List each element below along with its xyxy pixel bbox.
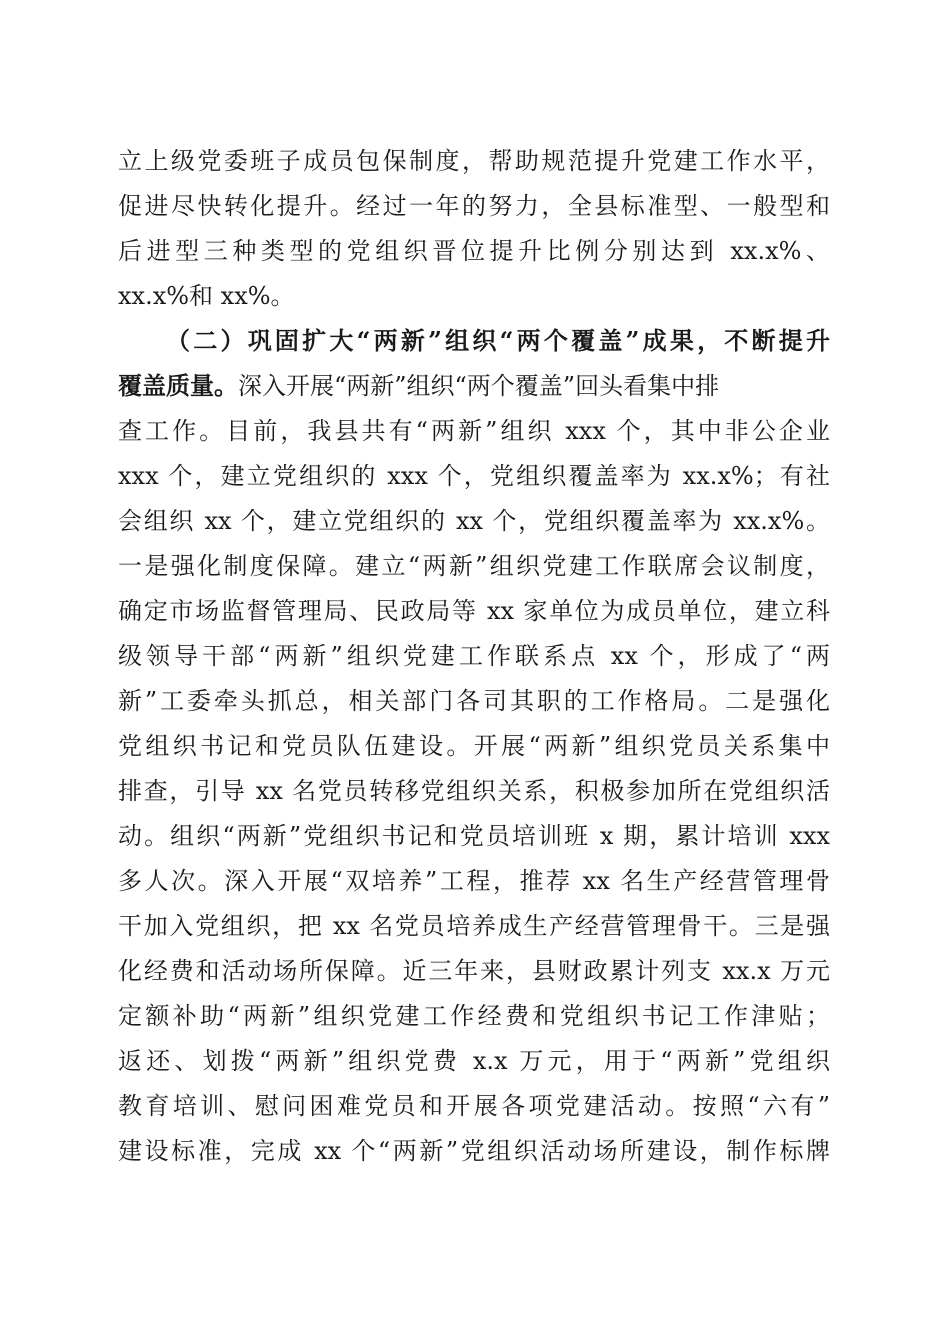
paragraph-line: 返还、划拨“两新”组织党费 x.x 万元，用于“两新”党组织 [118,1047,830,1075]
section-heading-continued: 覆盖质量。 [118,371,238,400]
paragraph-line: 会组织 xx 个，建立党组织的 xx 个，党组织覆盖率为 xx.x%。 [118,507,830,535]
paragraph-line: 动。组织“两新”党组织书记和党员培训班 x 期，累计培训 xxx [118,822,830,850]
paragraph-line: 新”工委牵头抓总，相关部门各司其职的工作格局。二是强化 [118,687,830,715]
paragraph-line: xx.x%和 xx%。 [118,282,295,310]
paragraph-line: 后进型三种类型的党组织晋位提升比例分别达到 xx.x%、 [118,237,830,265]
paragraph-line: 排查，引导 xx 名党员转移党组织关系，积极参加所在党组织活 [118,777,830,805]
paragraph-line: 定额补助“两新”组织党建工作经费和党组织书记工作津贴； [118,1002,830,1030]
paragraph-line: 教育培训、慰问困难党员和开展各项党建活动。按照“六有” [118,1092,830,1120]
paragraph-line: 党组织书记和党员队伍建设。开展“两新”组织党员关系集中 [118,732,830,760]
paragraph-line: 建设标准，完成 xx 个“两新”党组织活动场所建设，制作标牌 [118,1137,830,1165]
paragraph-line: 干加入党组织，把 xx 名党员培养成生产经营管理骨干。三是强 [118,912,830,940]
paragraph-line: 立上级党委班子成员包保制度，帮助规范提升党建工作水平， [118,147,830,175]
paragraph-line: 促进尽快转化提升。经过一年的努力，全县标准型、一般型和 [118,192,830,220]
paragraph-line: xxx 个，建立党组织的 xxx 个，党组织覆盖率为 xx.x%；有社 [118,462,830,490]
paragraph-line: 化经费和活动场所保障。近三年来，县财政累计列支 xx.x 万元 [118,957,830,985]
paragraph-line [118,366,830,406]
paragraph-line: 查工作。目前，我县共有“两新”组织 xxx 个，其中非公企业 [118,417,830,445]
section-heading-line [166,321,830,361]
paragraph-text: 深入开展“两新”组织“两个覆盖”回头看集中排 [238,372,720,400]
section-heading: （二）巩固扩大“两新”组织“两个覆盖”成果，不断提升 [166,326,830,355]
paragraph-line: 一是强化制度保障。建立“两新”组织党建工作联席会议制度， [118,552,830,580]
paragraph-line: 确定市场监督管理局、民政局等 xx 家单位为成员单位，建立科 [118,597,830,625]
paragraph-line: 多人次。深入开展“双培养”工程，推荐 xx 名生产经营管理骨 [118,867,830,895]
paragraph-line: 级领导干部“两新”组织党建工作联系点 xx 个，形成了“两 [118,642,830,670]
